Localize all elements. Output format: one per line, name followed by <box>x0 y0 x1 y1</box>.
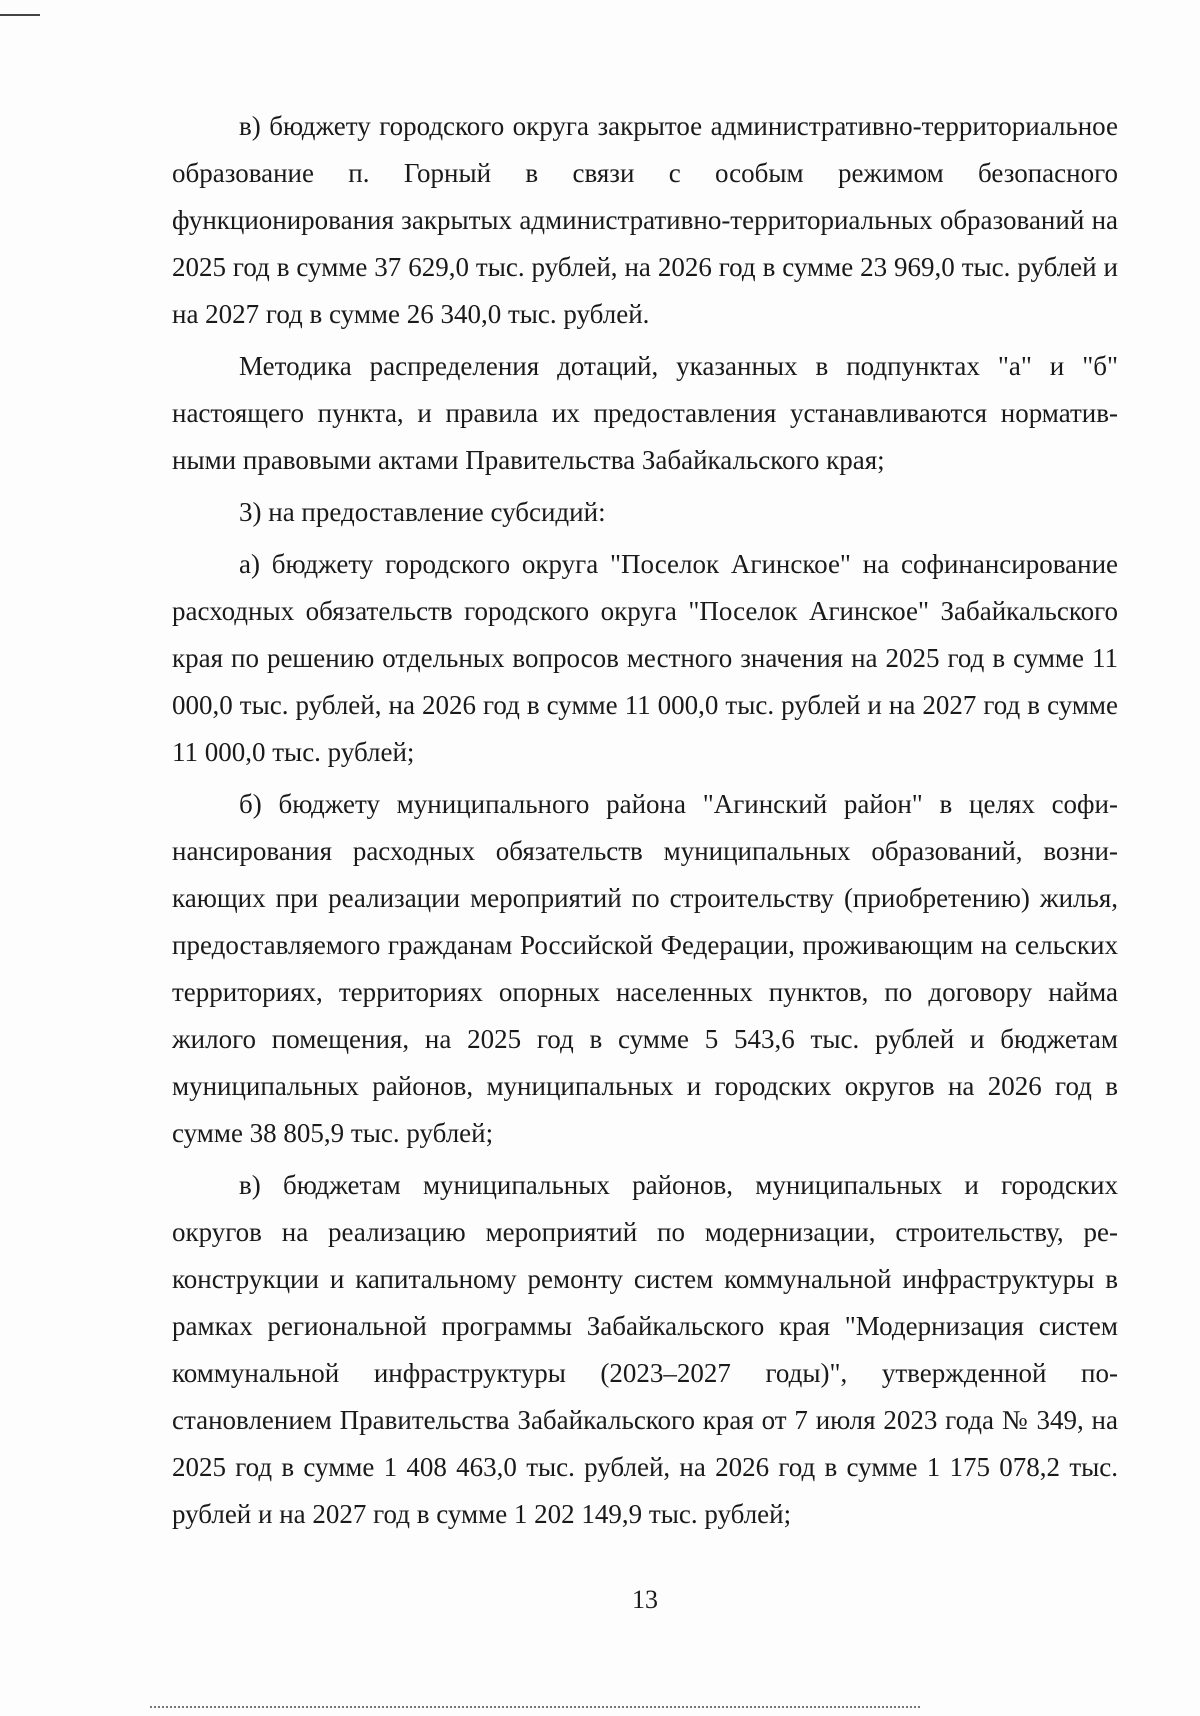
paragraph-v-communal-infrastructure: в) бюджетам муниципальных районов, муниципальных и городских округов на реализацию мероприятий по модернизации, строительству, реконструкции и капитальному ремонту систем коммунальной инфраструктуры в рамках региональной программы Забайкальского края "Модернизация систем коммунальной инфраструктуры (2023–2027 годы)", утвержденной постановлением Правительства Забайкальского края от 7 июля 2023 года № 349, на 2025 год в сумме 1 408 463,0 тыс. рублей, на 2026 год в сумме 1 175 078,2 тыс. рублей и на 2027 год в сумме 1 202 149,9 тыс. рублей; <box>172 1170 1118 1529</box>
scan-edge-mark-bottom <box>150 1706 920 1708</box>
document-body <box>172 103 1118 1543</box>
paragraph-v-gorny: в) бюджету городского округа закрытое административно-территориальное образование п. Горный в связи с особым режимом безопасного функционирования закрытых административно-территориальных образований на 2025 год в сумме 37 629,0 тыс. рублей, на 2026 год в сумме 23 969,0 тыс. рублей и на 2027 год в сумме 26 340,0 тыс. рублей. <box>172 111 1118 329</box>
paragraph-subsidies-heading: 3) на предоставление субсидий: <box>239 497 606 527</box>
scan-edge-mark-top <box>0 14 40 16</box>
page-number: 13 <box>632 1585 658 1614</box>
paragraph-a-aginskoe: а) бюджету городского округа "Поселок Агинское" на софинансирование расходных обязательств городского округа "Поселок Агинское" Забайкальского края по решению отдельных вопросов местного значения на 2025 год в сумме 11 000,0 тыс. рублей, на 2026 год в сумме 11 000,0 тыс. рублей и на 2027 год в сумме 11 000,0 тыс. рублей; <box>172 549 1118 767</box>
paragraph-methodology: Методика распределения дотаций, указанных в подпунктах "а" и "б" настоящего пункта, и правила их предоставления устанавливаются нормативными правовыми актами Правительства Забайкальского края; <box>172 351 1118 475</box>
paragraph-b-aginsky-district: б) бюджету муниципального района "Агинский район" в целях софинансирования расходных обязательств муниципальных образований, возникающих при реализации мероприятий по строительству (приобретению) жилья, предоставляемого гражданам Российской Федерации, проживающим на сельских территориях, территориях опорных населенных пунктов, по договору найма жилого помещения, на 2025 год в сумме 5 543,6 тыс. рублей и бюджетам муниципальных районов, муниципальных и городских округов на 2026 год в сумме 38 805,9 тыс. рублей; <box>172 789 1118 1148</box>
